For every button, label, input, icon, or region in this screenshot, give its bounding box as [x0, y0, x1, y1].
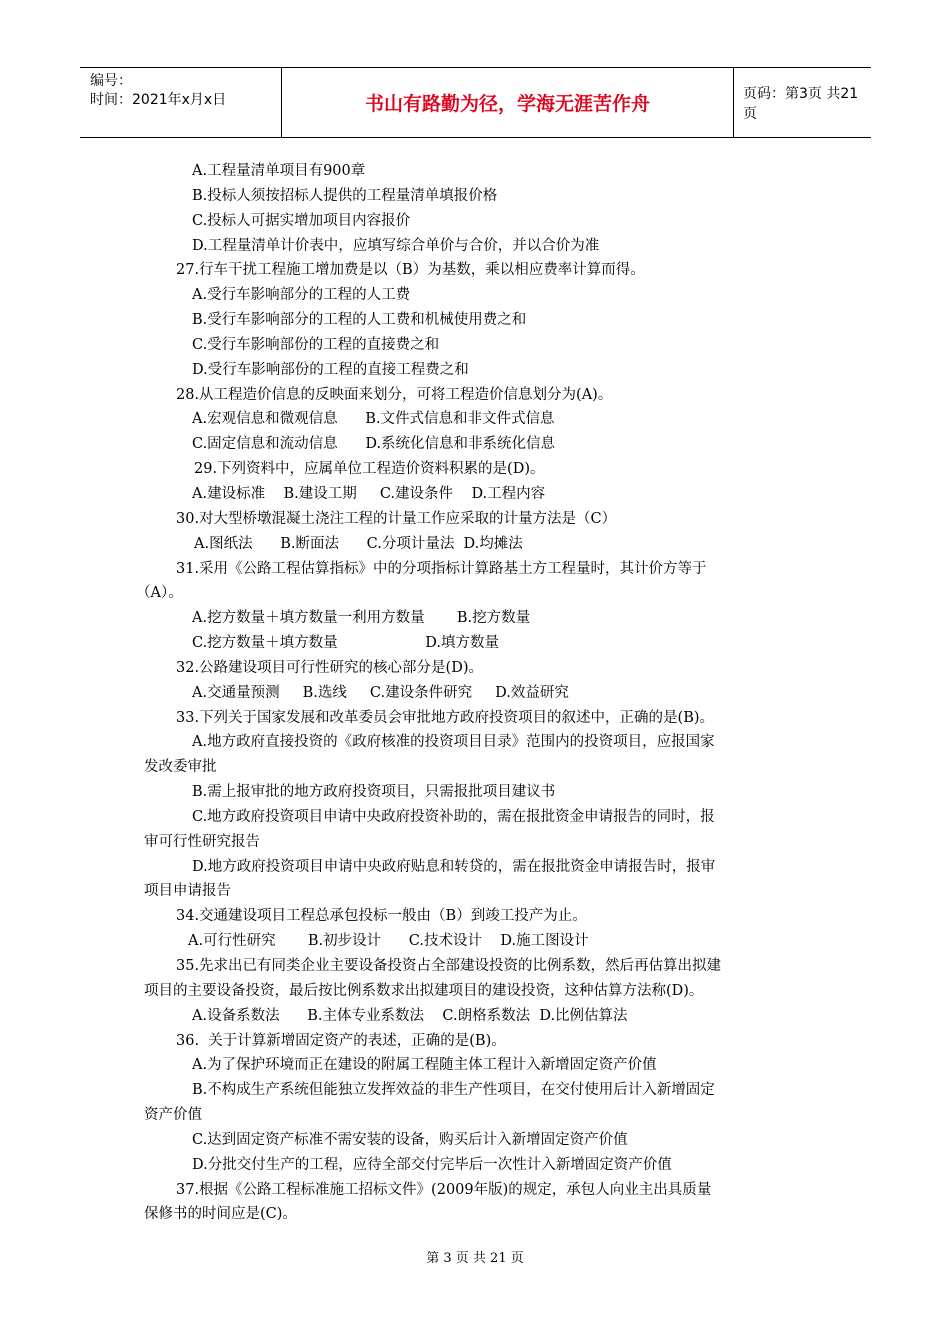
- text-line: A.为了保护环境而正在建设的附属工程随主体工程计入新增固定资产价值: [192, 1057, 657, 1074]
- text-line: 发改委审批: [144, 759, 217, 776]
- document-number-label: 编号：: [90, 73, 132, 89]
- question-line: 29.下列资料中，应属单位工程造价资料积累的是(D)。: [194, 461, 545, 478]
- text-line: 保修书的时间应是(C)。: [144, 1206, 297, 1223]
- question-line: 35.先求出已有同类企业主要设备投资占全部建设投资的比例系数，然后再估算出拟建: [176, 958, 722, 974]
- text-line: B.不构成生产系统但能独立发挥效益的非生产性项目，在交付使用后计入新增固定: [192, 1082, 715, 1099]
- text-line: 资产价值: [144, 1107, 202, 1124]
- text-line: D.工程量清单计价表中，应填写综合单价与合价，并以合价为准: [192, 237, 600, 254]
- text-line: A.地方政府直接投资的《政府核准的投资项目目录》范围内的投资项目，应报国家: [192, 734, 715, 751]
- text-line: 项目申请报告: [144, 883, 231, 900]
- question-line: 37.根据《公路工程标准施工招标文件》(2009年版)的规定，承包人向业主出具质量: [176, 1181, 712, 1198]
- text-line: C.固定信息和流动信息 D.系统化信息和非系统化信息: [192, 436, 556, 453]
- text-line: B.受行车影响部分的工程的人工费和机械使用费之和: [192, 312, 527, 329]
- text-line: D.受行车影响部份的工程的直接工程费之和: [192, 361, 469, 378]
- text-line: C.挖方数量＋填方数量 D.填方数量: [192, 635, 499, 652]
- page-footer: 第 3 页 共 21 页: [426, 1251, 524, 1266]
- text-line: 审可行性研究报告: [144, 833, 260, 850]
- text-line: 项目的主要设备投资，最后按比例系数求出拟建项目的建设投资，这种估算方法称(D)。: [144, 982, 704, 999]
- text-line: C.达到固定资产标准不需安装的设备，购买后计入新增固定资产价值: [192, 1131, 628, 1148]
- text-line: A.建设标准 B.建设工期 C.建设条件 D.工程内容: [192, 485, 546, 502]
- page-header: [80, 67, 871, 138]
- text-line: A.设备系数法 B.主体专业系数法 C.朗格系数法 D.比例估算法: [192, 1007, 628, 1024]
- text-line: D.地方政府投资项目申请中央政府贴息和转贷的，需在报批资金申请报告时，报审: [192, 858, 716, 875]
- question-line: 28.从工程造价信息的反映面来划分，可将工程造价信息划分为(A)。: [176, 386, 613, 403]
- question-line: 33.下列关于国家发展和改革委员会审批地方政府投资项目的叙述中，正确的是(B)。: [176, 709, 715, 726]
- text-line: C.投标人可据实增加项目内容报价: [192, 212, 411, 229]
- text-line: A.交通量预测 B.选线 C.建设条件研究 D.效益研究: [192, 684, 569, 701]
- text-line: A.受行车影响部分的工程的人工费: [192, 287, 411, 304]
- question-line: 34.交通建设项目工程总承包投标一般由（B）到竣工投产为止。: [176, 908, 587, 925]
- question-line: 27.行车干扰工程施工增加费是以（B）为基数，乘以相应费率计算而得。: [176, 262, 645, 279]
- text-line: B.需上报审批的地方政府投资项目，只需报批项目建议书: [192, 784, 556, 801]
- document-body: [136, 159, 808, 1227]
- text-line: D.分批交付生产的工程，应待全部交付完毕后一次性计入新增固定资产价值: [192, 1156, 672, 1173]
- text-line: A.图纸法 B.断面法 C.分项计量法 D.均摊法: [194, 535, 523, 552]
- header-motto: 书山有路勤为径，学海无涯苦作舟: [282, 68, 734, 137]
- header-page-label: 页码：第3页 共21页: [743, 85, 859, 122]
- text-line: C.受行车影响部份的工程的直接费之和: [192, 336, 440, 353]
- question-line: 30.对大型桥墩混凝土浇注工程的计量工作应采取的计量方法是（C）: [176, 510, 617, 527]
- question-line: 31.采用《公路工程估算指标》中的分项指标计算路基土方工程量时，其计价方等于: [176, 560, 707, 577]
- text-line: A.宏观信息和微观信息 B.文件式信息和非文件式信息: [192, 411, 555, 428]
- header-meta: [80, 68, 282, 137]
- question-line: 32.公路建设项目可行性研究的核心部分是(D)。: [176, 659, 483, 676]
- text-line: B.投标人须按招标人提供的工程量清单填报价格: [192, 187, 498, 204]
- text-line: A.工程量清单项目有900章: [192, 163, 366, 179]
- question-line: 36. 关于计算新增固定资产的表述，正确的是(B)。: [176, 1032, 506, 1049]
- text-line: A.挖方数量＋填方数量一利用方数量 B.挖方数量: [192, 610, 531, 627]
- text-line: C.地方政府投资项目申请中央政府投资补助的，需在报批资金申请报告的同时，报: [192, 808, 715, 825]
- text-line: （A）。: [136, 585, 183, 602]
- text-line: A.可行性研究 B.初步设计 C.技术设计 D.施工图设计: [188, 933, 589, 950]
- document-date-label: 时间：2021年x月x日: [90, 92, 227, 108]
